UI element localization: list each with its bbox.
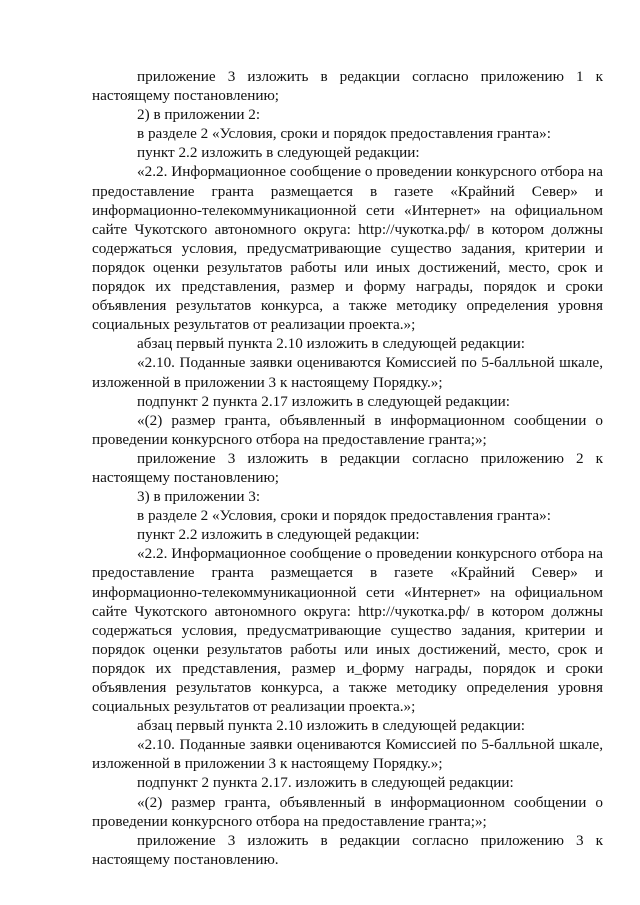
paragraph: подпункт 2 пункта 2.17. изложить в следующей редакции: xyxy=(137,774,514,792)
paragraph: 3) в приложении 3: xyxy=(137,488,261,506)
paragraph: «(2) размер гранта, объявленный в информационном сообщении о проведении конкурсного отбора на предоставление гранта;»; xyxy=(92,411,603,448)
paragraph: подпункт 2 пункта 2.17 изложить в следующей редакции: xyxy=(137,392,510,410)
paragraph: «(2) размер гранта, объявленный в информационном сообщении о проведении конкурсного отбора на предоставление гранта;»; xyxy=(92,793,603,830)
document-body xyxy=(92,67,603,869)
paragraph: абзац первый пункта 2.10 изложить в следующей редакции: xyxy=(137,717,525,735)
paragraph: приложение 3 изложить в редакции согласно приложению 1 к настоящему постановлению; xyxy=(92,68,603,105)
paragraph: приложение 3 изложить в редакции согласно приложению 2 к настоящему постановлению; xyxy=(92,449,603,486)
paragraph: пункт 2.2 изложить в следующей редакции: xyxy=(137,144,420,162)
paragraph: пункт 2.2 изложить в следующей редакции: xyxy=(137,526,420,544)
paragraph: «2.10. Поданные заявки оцениваются Комиссией по 5-балльной шкале, изложенной в приложении 3 к настоящему Порядку.»; xyxy=(92,354,603,391)
paragraph: «2.2. Информационное сообщение о проведении конкурсного отбора на предоставление гранта размещается в газете «Крайний Север» и информационно-телекоммуникационной сети «Интернет» на официальном сайте Чукотского автономного округа: http://чукотка.рф/ в котором должны содержаться условия, предусматривающие существо задания, критерии и порядок оценки результатов работы или иных достижений, место, срок и порядок их представления, размер и_форму награды, порядок и сроки объявления результатов конкурса, а также методику определения уровня социальных результатов от реализации проекта.»; xyxy=(92,545,603,716)
paragraph: в разделе 2 «Условия, сроки и порядок предоставления гранта»: xyxy=(137,507,551,525)
paragraph: абзац первый пункта 2.10 изложить в следующей редакции: xyxy=(137,335,525,353)
paragraph: 2) в приложении 2: xyxy=(137,106,261,124)
paragraph: «2.10. Поданные заявки оцениваются Комиссией по 5-балльной шкале, изложенной в приложении 3 к настоящему Порядку.»; xyxy=(92,736,603,773)
paragraph: «2.2. Информационное сообщение о проведении конкурсного отбора на предоставление гранта размещается в газете «Крайний Север» и информационно-телекоммуникационной сети «Интернет» на официальном сайте Чукотского автономного округа: http://чукотка.рф/ в котором должны содержаться условия, предусматривающие существо задания, критерии и порядок оценки результатов работы или иных достижений, место, срок и порядок их представления, размер и форму награды, порядок и сроки объявления результатов конкурса, а также методику определения уровня социальных результатов от реализации проекта.»; xyxy=(92,163,603,334)
paragraph: приложение 3 изложить в редакции согласно приложению 3 к настоящему постановлению. xyxy=(92,831,603,868)
paragraph: в разделе 2 «Условия, сроки и порядок предоставления гранта»: xyxy=(137,125,551,143)
